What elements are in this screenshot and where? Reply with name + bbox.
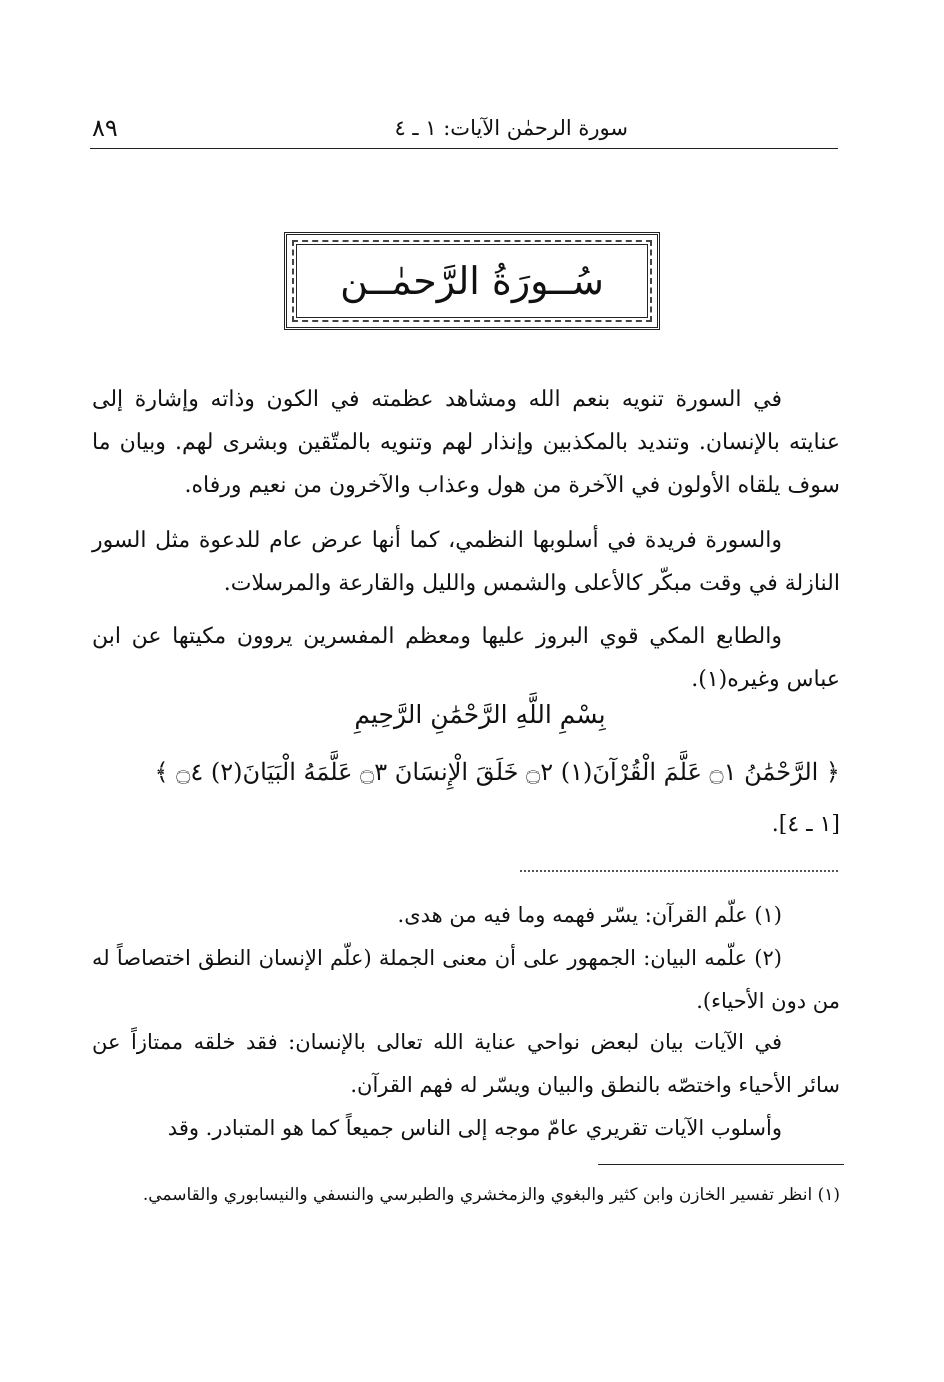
surah-title-frame — [284, 232, 660, 330]
intro-paragraph-2: والسورة فريدة في أسلوبها النظمي، كما أنها عرض عام للدعوة مثل السور النازلة في وقت مبكّر كالأعلى والشمس والليل والقارعة والمرسلات. — [92, 528, 840, 596]
commentary-paragraph-1: في الآيات بيان لبعض نواحي عناية الله تعالى بالإنسان: فقد خلقه ممتازاً عن سائر الأحياء واختصّه بالنطق والبيان ويسّر له فهم القرآن. — [92, 1030, 840, 1097]
surah-title-inner-border — [292, 240, 652, 322]
intro-paragraph-3: والطابع المكي قوي البروز عليها ومعظم المفسرين يروون مكيتها عن ابن عباس وغيره(١). — [92, 624, 840, 692]
verse-notes — [92, 894, 840, 1023]
note-1: (١) علّم القرآن: يسّر فهمه وما فيه من هدى. — [397, 903, 782, 927]
page-number: ٨٩ — [92, 114, 118, 142]
running-title: سورة الرحمٰن الآيات: ١ ـ ٤ — [394, 116, 628, 140]
page-header — [90, 108, 838, 149]
footnote-separator — [598, 1164, 844, 1165]
surah-title: سُــورَةُ الرَّحمٰــن — [340, 259, 604, 303]
commentary-paragraph-2: وأسلوب الآيات تقريري عامّ موجه إلى الناس جميعاً كما هو المتبادر. وقد — [167, 1116, 782, 1140]
basmala: بِسْمِ اللَّهِ الرَّحْمَٰنِ الرَّحِيمِ — [354, 700, 606, 729]
footnote — [92, 1178, 840, 1212]
intro-paragraph-1: في السورة تنويه بنعم الله ومشاهد عظمته في الكون وذاته وإشارة إلى عنايته بالإنسان. وتنديد بالمكذبين وإنذار لهم وتنويه بالمتّقين وبشرى لهم. وبيان ما سوف يلقاه الأولون في الآخرة من هول وعذاب والآخرون من نعيم ورفاه. — [92, 387, 840, 498]
footnote-text: (١) انظر تفسير الخازن وابن كثير والبغوي والزمخشري والطبرسي والنسفي والنيسابوري والقاسمي. — [142, 1185, 840, 1205]
dotted-separator — [520, 870, 838, 872]
commentary — [92, 1021, 840, 1150]
quran-verses: ﴿ الرَّحْمَٰنُ ۝١ عَلَّمَ الْقُرْآنَ(١) ۝٢ خَلَقَ الْإِنسَانَ ۝٣ عَلَّمَهُ الْبَيَانَ(٢) ۝٤ ﴾ — [154, 758, 840, 786]
verse-reference: [١ ـ ٤]. — [771, 812, 840, 837]
note-2: (٢) علّمه البيان: الجمهور على أن معنى الجملة (علّم الإنسان النطق اختصاصاً له من دون الأحياء). — [92, 946, 840, 1013]
